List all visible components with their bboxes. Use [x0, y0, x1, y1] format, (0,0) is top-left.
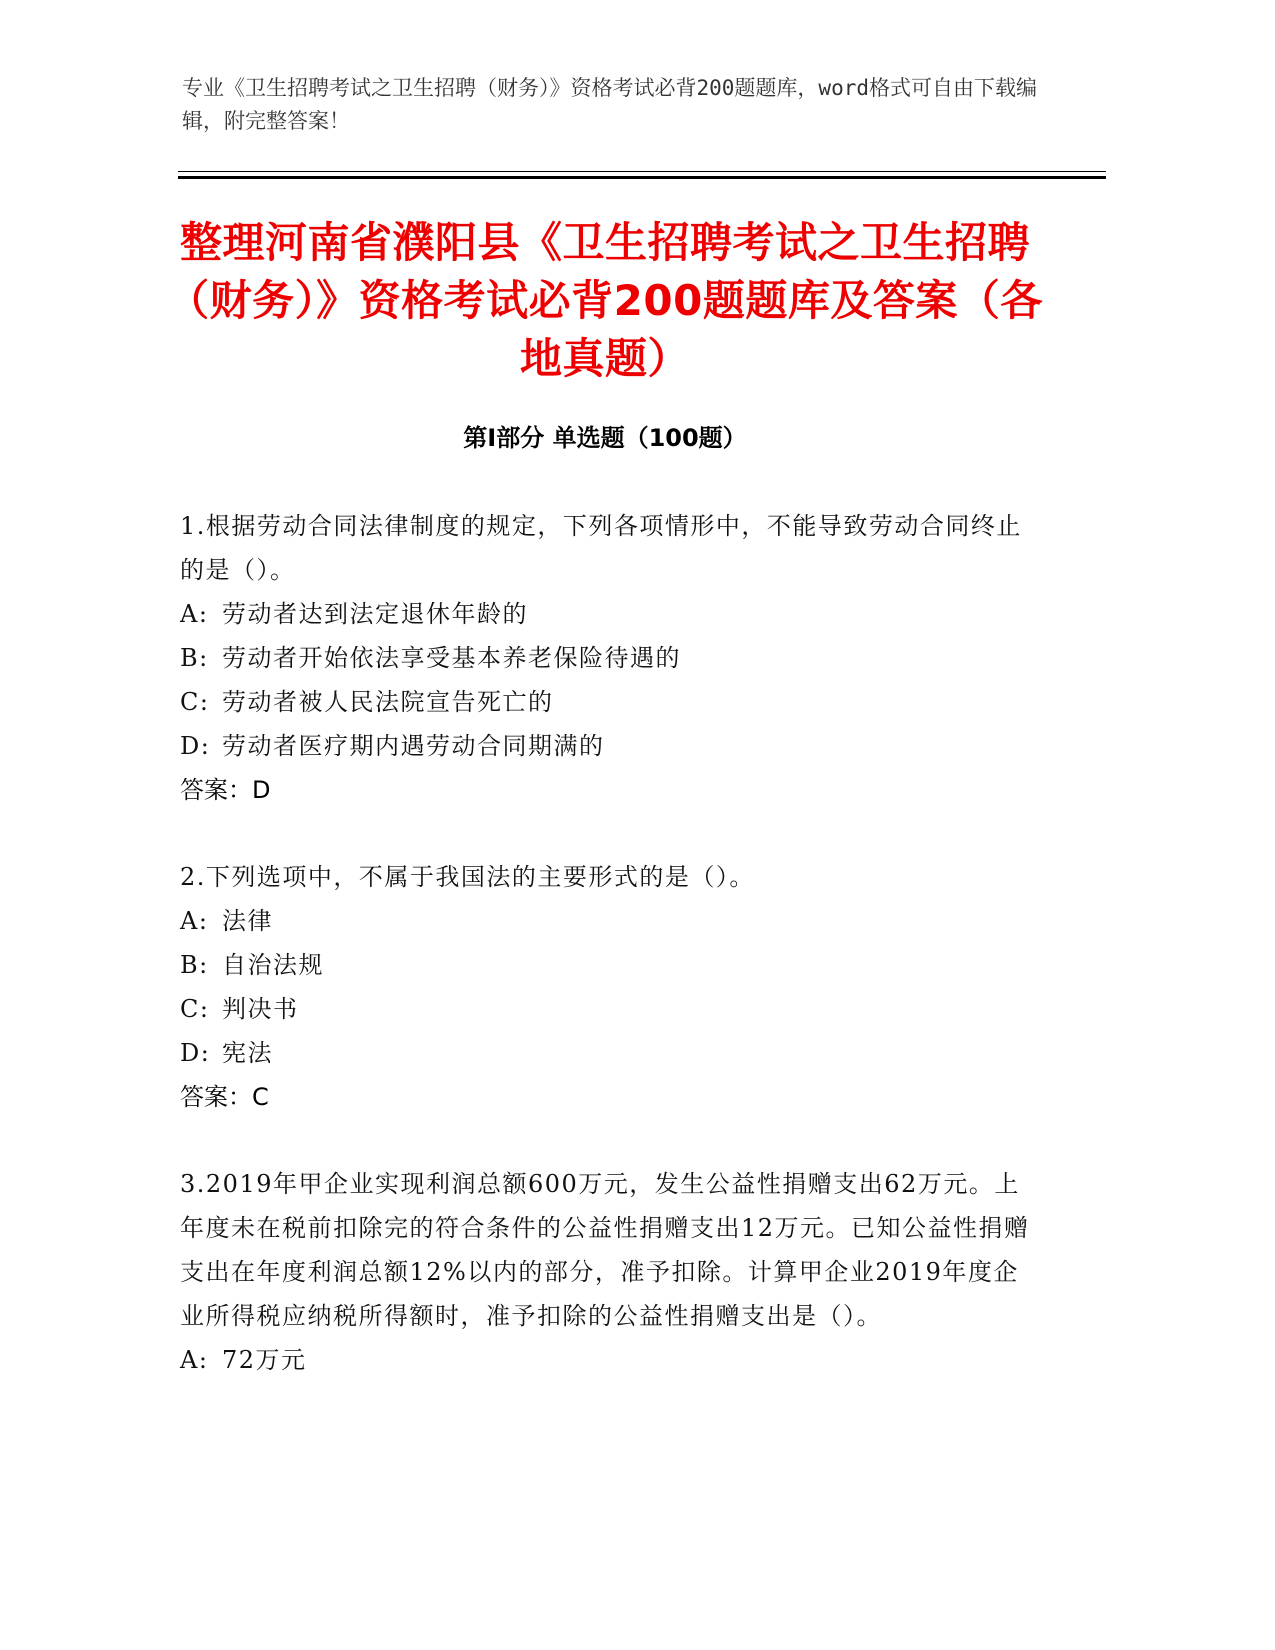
option-key: C: [180, 995, 210, 1023]
question-stem: 3.2019年甲企业实现利润总额600万元，发生公益性捐赠支出62万元。上年度未在税前扣除完的符合条件的公益性捐赠支出12万元。已知公益性捐赠支出在年度利润总额12%以内的部分，准予扣除。计算甲企业2019年度企业所得税应纳税所得额时，准予扣除的公益性捐赠支出是（）。 [180, 1170, 1030, 1330]
option-text: 72万元 [222, 1346, 307, 1374]
option-key: D: [180, 732, 211, 760]
option-key: A: [180, 907, 209, 935]
option-text: 法律 [222, 907, 273, 935]
option-text: 劳动者开始依法享受基本养老保险待遇的 [222, 644, 681, 672]
option-d [180, 1031, 1040, 1075]
option-text: 宪法 [222, 1039, 273, 1067]
answer-line: 答案：D [180, 776, 271, 804]
option-d [180, 724, 1040, 768]
option-text: 自治法规 [222, 951, 324, 979]
question-stem: 1.根据劳动合同法律制度的规定，下列各项情形中，不能导致劳动合同终止的是（）。 [180, 512, 1022, 584]
option-text: 劳动者被人民法院宣告死亡的 [222, 688, 554, 716]
option-b [180, 636, 1040, 680]
document-title: 整理河南省濮阳县《卫生招聘考试之卫生招聘（财务）》资格考试必背200题题库及答案（各地真题） [167, 218, 1043, 383]
option-a [180, 899, 1040, 943]
question-item [180, 855, 1040, 1119]
option-key: A: [180, 1346, 209, 1374]
question-stem: 2.下列选项中，不属于我国法的主要形式的是（）。 [180, 863, 755, 891]
option-text: 判决书 [222, 995, 299, 1023]
answer-line: 答案：C [180, 1083, 269, 1111]
option-c [180, 987, 1040, 1031]
option-b [180, 943, 1040, 987]
option-a [180, 592, 1040, 636]
header-divider-thick [178, 176, 1106, 179]
section-heading: 第Ⅰ部分 单选题（100题） [463, 424, 747, 452]
question-item [180, 1162, 1040, 1382]
option-key: A: [180, 600, 209, 628]
question-list [180, 504, 1040, 1425]
option-key: C: [180, 688, 210, 716]
option-key: B: [180, 951, 209, 979]
option-text: 劳动者医疗期内遇劳动合同期满的 [222, 732, 605, 760]
option-key: B: [180, 644, 209, 672]
option-c [180, 680, 1040, 724]
question-item [180, 504, 1040, 812]
header-divider-thin [178, 171, 1106, 172]
option-a [180, 1338, 1040, 1382]
intro-text: 专业《卫生招聘考试之卫生招聘（财务）》资格考试必背200题题库，word格式可自由下载编辑，附完整答案！ [182, 76, 1037, 133]
option-key: D: [180, 1039, 211, 1067]
option-text: 劳动者达到法定退休年龄的 [222, 600, 528, 628]
